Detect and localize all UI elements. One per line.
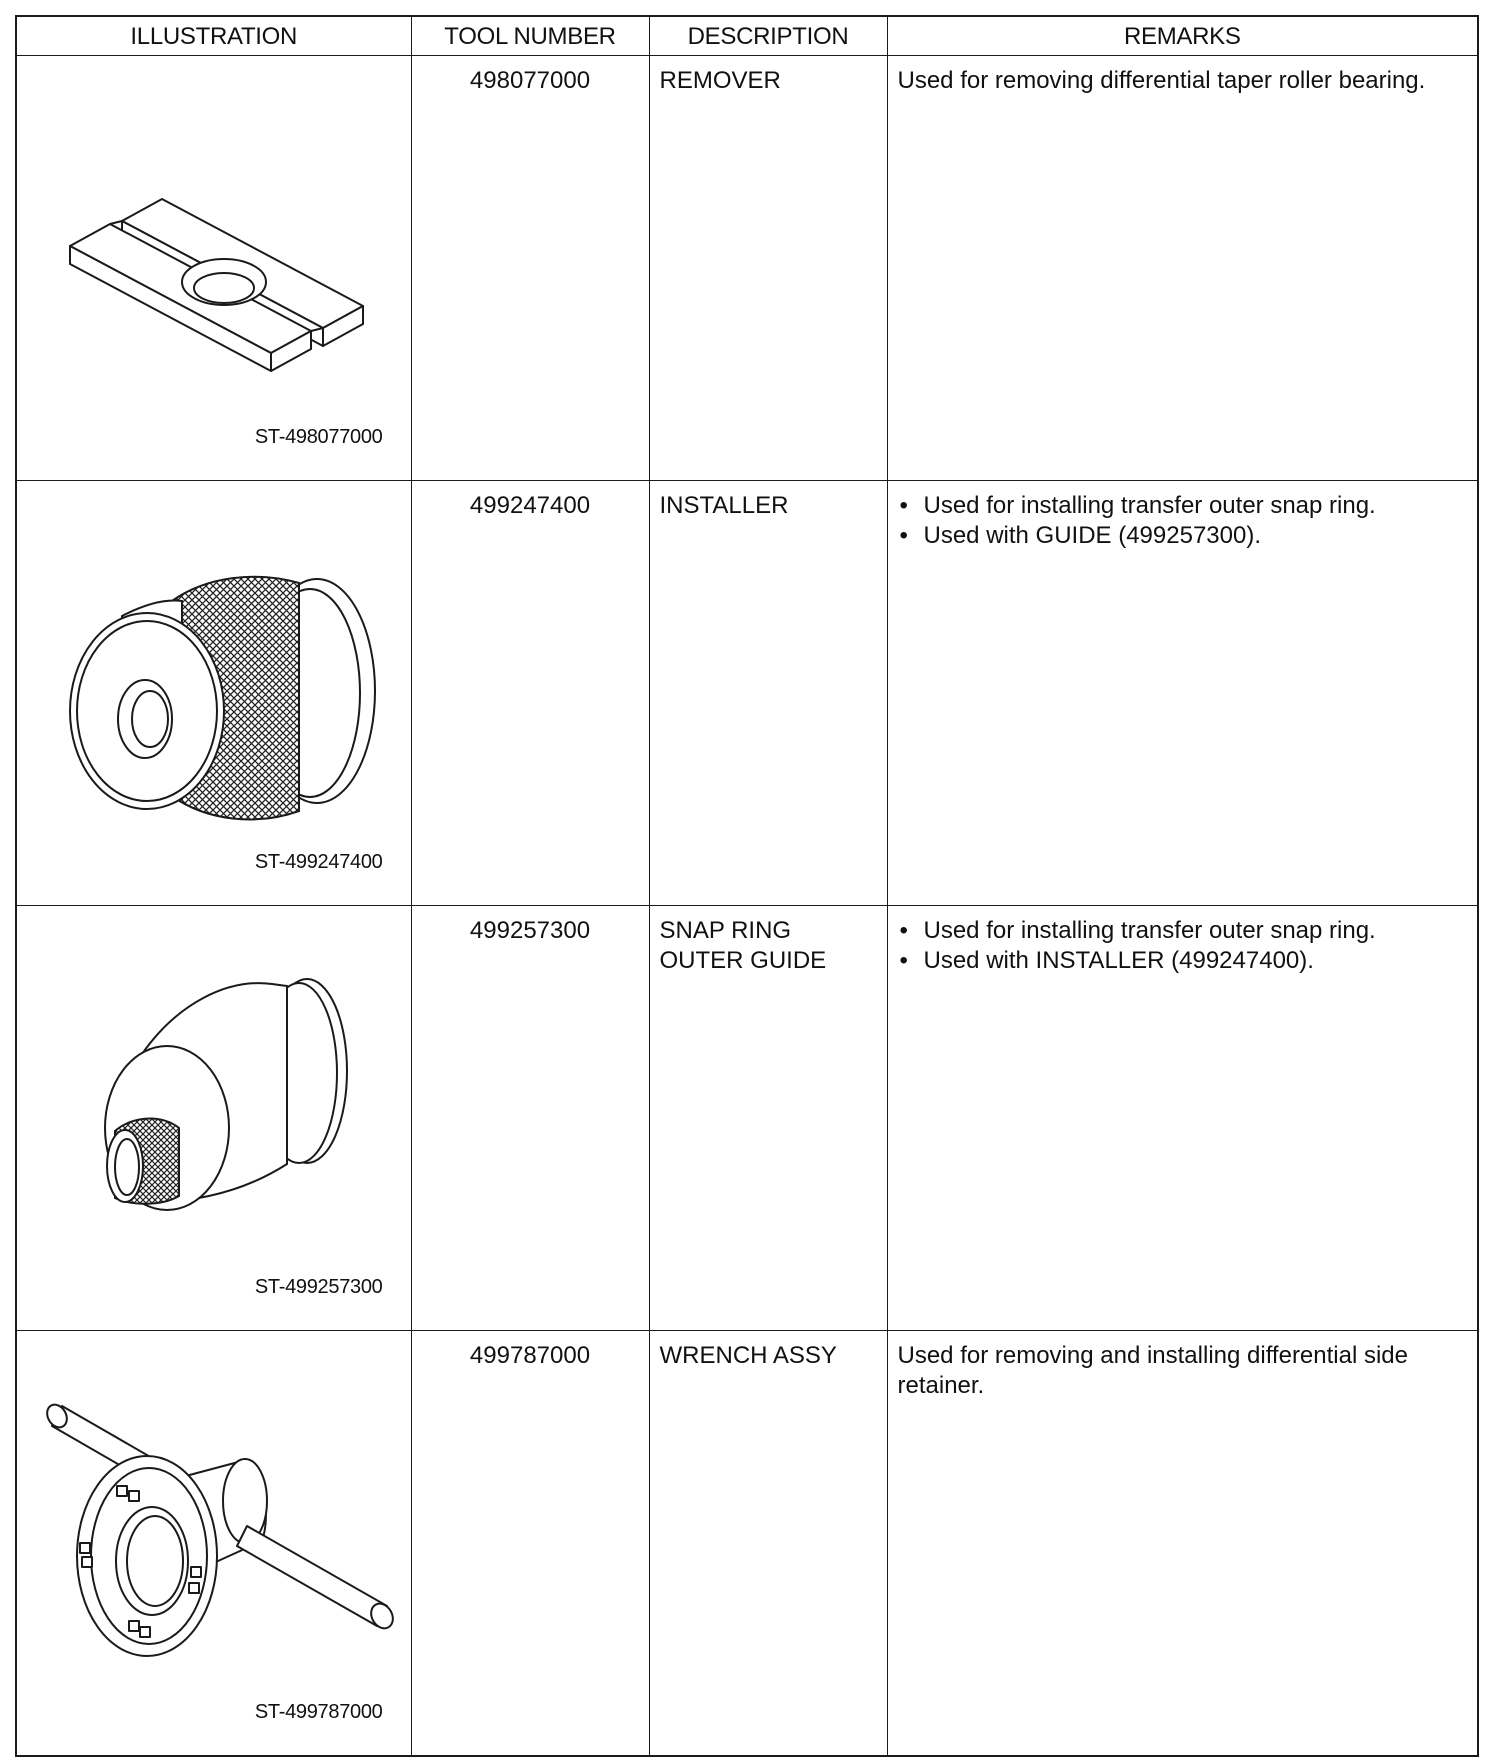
- table-row: [16, 481, 1478, 906]
- illustration-cell: [16, 1331, 411, 1757]
- illustration-caption: ST-498077000: [254, 426, 383, 448]
- description-cell: [649, 906, 887, 1331]
- description-line: OUTER GUIDE: [659, 947, 827, 974]
- table-row: [16, 1331, 1478, 1757]
- illustration-caption: ST-499787000: [254, 1701, 383, 1723]
- illustration-cell: [16, 56, 411, 481]
- remarks-cell: Used for removing differential taper roller bearing.: [887, 56, 1478, 481]
- description-cell: [649, 1331, 887, 1757]
- table-row: [16, 906, 1478, 1331]
- snap-ring-outer-guide-illustration: [17, 906, 412, 1320]
- illustration-caption: ST-499257300: [254, 1276, 383, 1298]
- description-cell: [649, 481, 887, 906]
- remarks-list: [898, 491, 1468, 551]
- remarks-cell: Used for removing and installing differential side retainer.: [887, 1331, 1478, 1757]
- header-remarks: REMARKS: [887, 16, 1478, 56]
- table-row: [16, 56, 1478, 481]
- header-illustration: ILLUSTRATION: [16, 16, 411, 56]
- remarks-item: • Used for installing transfer outer snap ring.: [898, 491, 1468, 521]
- remarks-item: • Used with INSTALLER (499247400).: [898, 946, 1468, 976]
- remarks-item: • Used for installing transfer outer snap ring.: [898, 916, 1468, 946]
- wrench-assy-illustration: [17, 1331, 412, 1745]
- illustration-cell: [16, 481, 411, 906]
- remarks-cell: [887, 906, 1478, 1331]
- tool-number-cell: 498077000: [411, 56, 649, 481]
- description-line: WRENCH ASSY: [659, 1342, 837, 1369]
- installer-illustration: [17, 481, 412, 895]
- special-tools-table: [15, 15, 1479, 1757]
- illustration-caption: ST-499247400: [254, 851, 383, 873]
- tool-number-cell: 499257300: [411, 906, 649, 1331]
- remarks-item: • Used with GUIDE (499257300).: [898, 521, 1468, 551]
- header-row: [16, 16, 1478, 56]
- description-cell: [649, 56, 887, 481]
- special-tools-sheet: [15, 15, 1479, 1757]
- tool-number-cell: 499247400: [411, 481, 649, 906]
- header-tool-number: TOOL NUMBER: [411, 16, 649, 56]
- tool-number-cell: 499787000: [411, 1331, 649, 1757]
- remover-plate-illustration: [17, 56, 412, 470]
- remarks-list: [898, 916, 1468, 976]
- description-line: SNAP RING: [659, 917, 792, 944]
- header-description: DESCRIPTION: [649, 16, 887, 56]
- remarks-cell: [887, 481, 1478, 906]
- illustration-cell: [16, 906, 411, 1331]
- description-line: INSTALLER: [659, 492, 789, 519]
- description-line: REMOVER: [659, 67, 781, 94]
